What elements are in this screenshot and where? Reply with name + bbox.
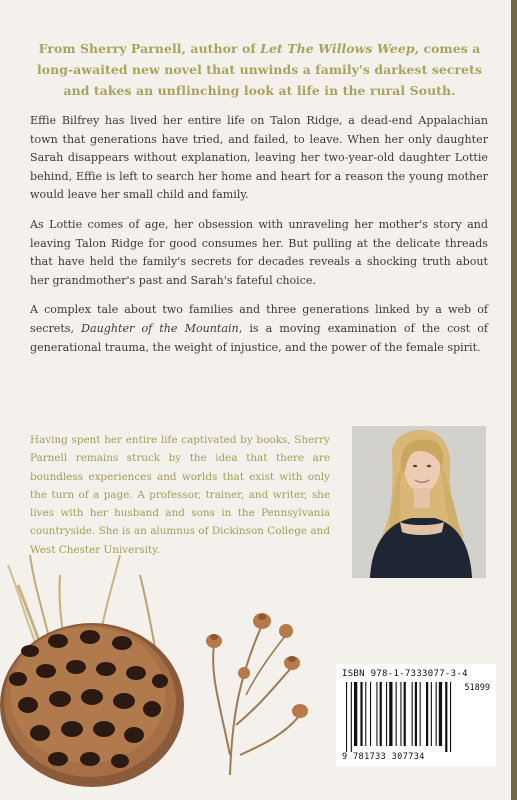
tagline-prefix: From Sherry Parnell, author of — [38, 41, 261, 56]
author-portrait-image — [352, 426, 486, 578]
author-bio: Having spent her entire life captivated by books, Sherry Parnell remains struck by the idea that there are boundless experiences and worlds that exist with only the turn of a page. A professor, trainer, and writer, she lives with her husband and sons in the Pennsylvania countryside. She is an alumnus of Dickinson College and West Chester University. — [30, 434, 330, 556]
price-code: 51899 — [464, 683, 490, 693]
tagline — [32, 38, 487, 101]
isbn-label: ISBN 978-1-7333077-3-4 — [342, 669, 468, 679]
blurb-paragraph-3 — [30, 301, 488, 357]
barcode-bars — [346, 682, 486, 752]
dried-lotus-pod-illustration — [0, 555, 320, 800]
ean-digits: 9 781733 307734 — [342, 752, 425, 762]
blurb-p3-title: Daughter of the Mountain — [81, 321, 239, 335]
blurb-paragraph-1: Effie Bilfrey has lived her entire life on Talon Ridge, a dead-end Appalachian town that generations have tried, and failed, to leave. When her only daughter Sarah disappears without explanation, leaving her two-year-old daughter Lottie behind, Effie is left to search her home and heart for a reason the young mother would leave her small child and family. — [30, 114, 488, 202]
tagline-book-title: Let The Willows Weep — [260, 41, 415, 56]
author-photo — [352, 426, 486, 578]
tagline-suffix: , comes a long-awaited new novel that unwinds a family's darkest secrets and takes an unflinching look at life in the rural South. — [36, 41, 483, 98]
spine-edge — [511, 0, 517, 800]
blurb-paragraph-2: As Lottie comes of age, her obsession with unraveling her mother's story and leaving Talon Ridge for good consumes her. But pulling at the delicate threads that have held the family's secrets for decades reveals a shocking truth about her grandmother's past and Sarah's fateful choice. — [30, 217, 488, 287]
book-blurb — [30, 112, 488, 368]
blurb-p3-prefix: A complex tale about two families and three generations linked by a web of secrets, — [30, 303, 488, 335]
isbn-barcode — [336, 664, 496, 766]
blurb-p3-suffix: , is a moving examination of the cost of generational trauma, the weight of injustice, and the power of the female spirit. — [30, 321, 489, 354]
